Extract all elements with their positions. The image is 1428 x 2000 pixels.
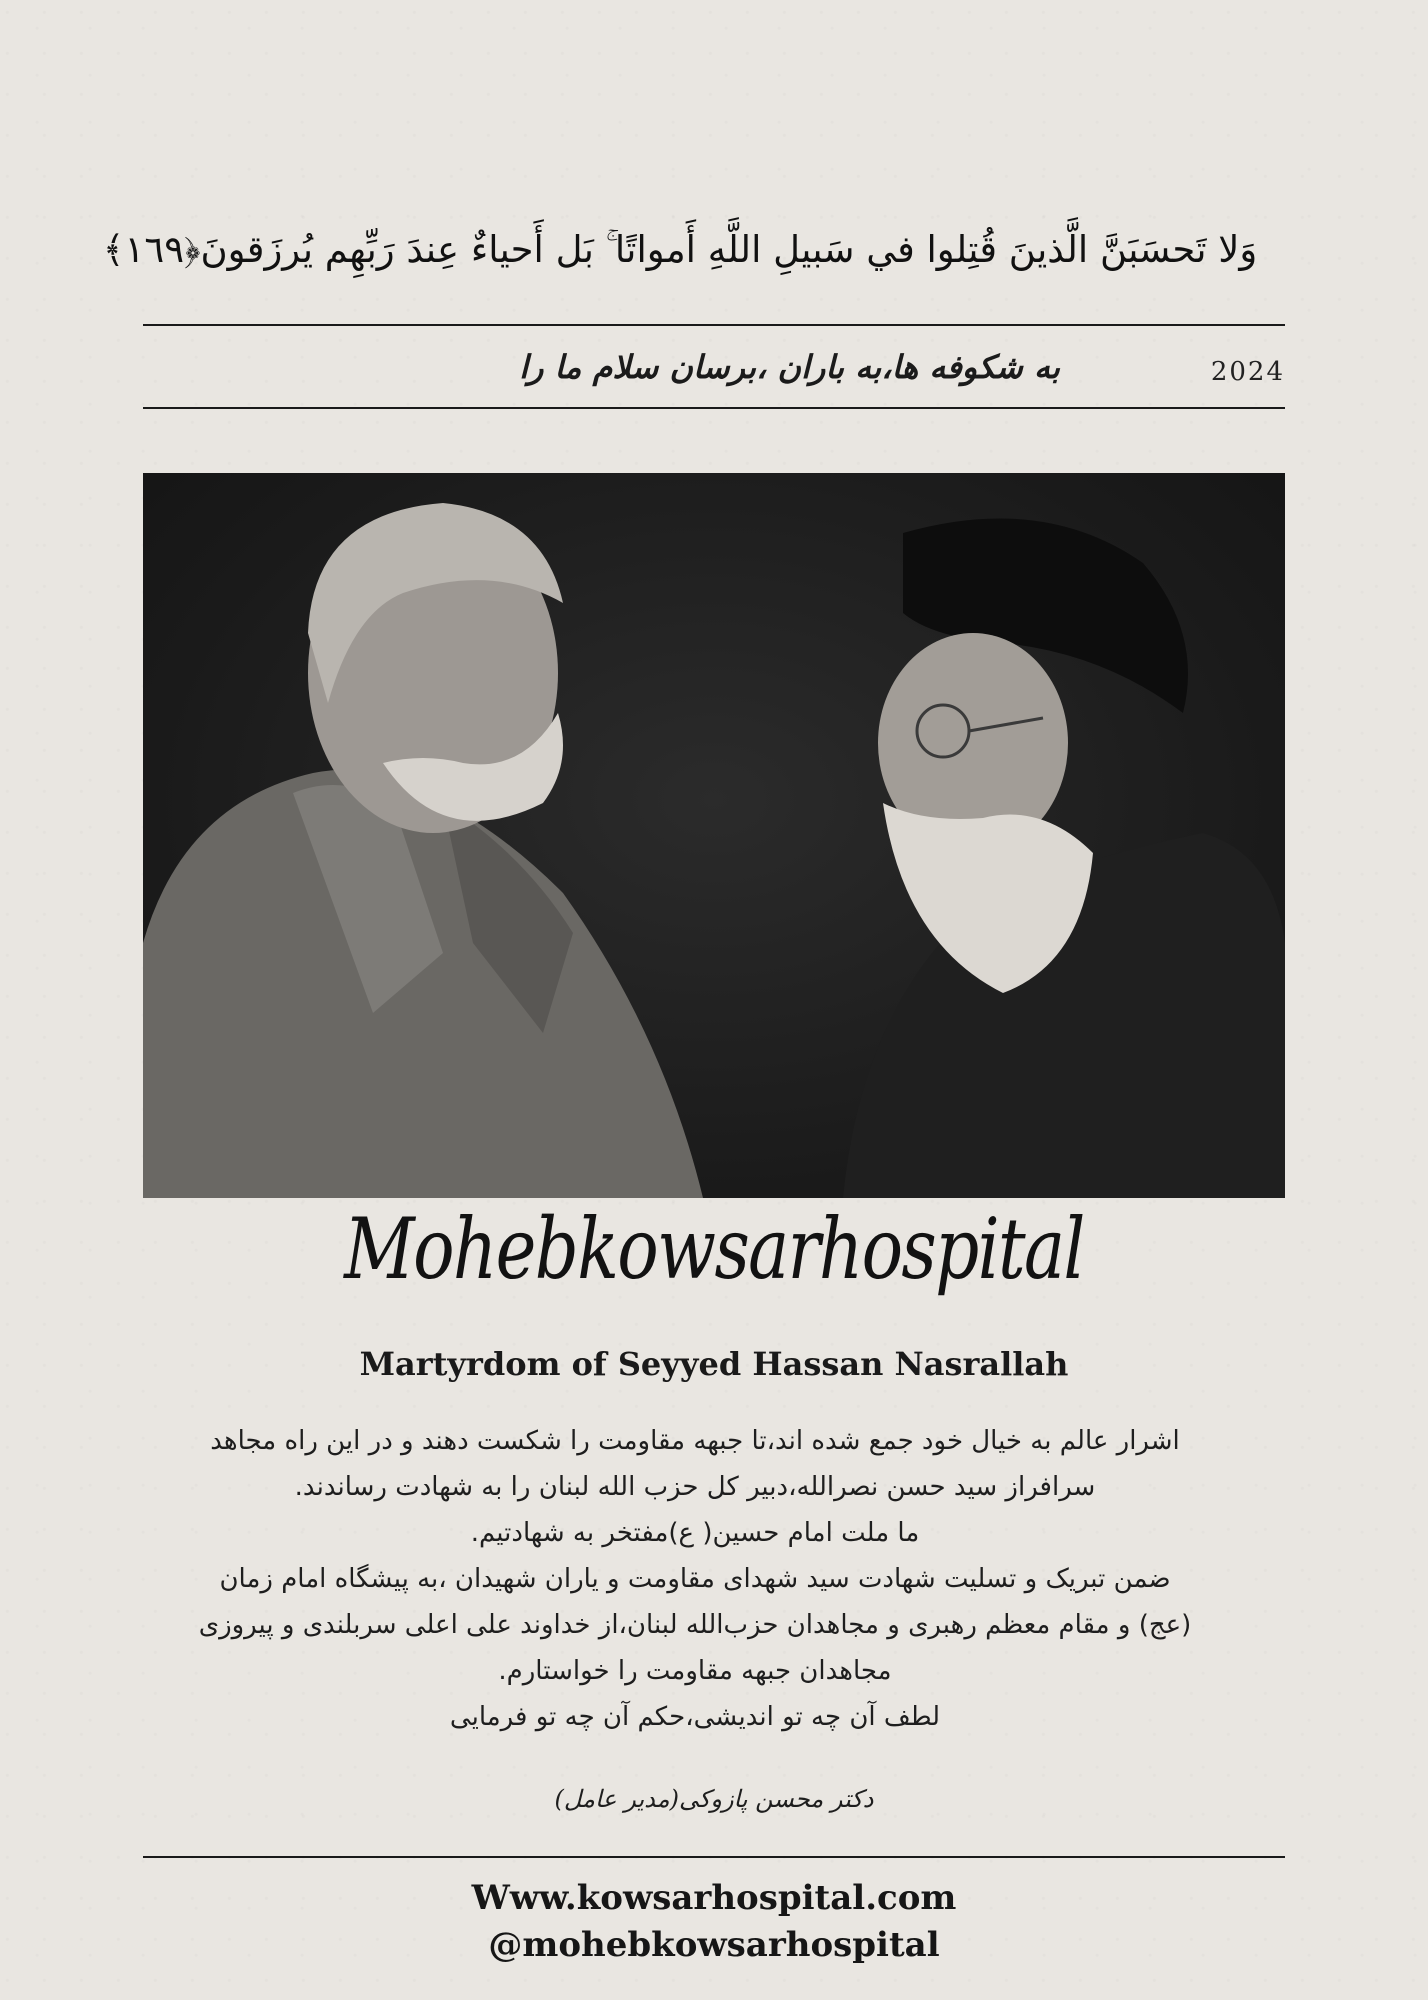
year-label: 2024	[1210, 357, 1285, 387]
top-divider	[143, 324, 1285, 326]
statement-line: ضمن تبریک و تسلیت شهادت سید شهدای مقاومت و یاران شهیدان ،به پیشگاه امام زمان	[219, 1564, 1171, 1594]
statement-line: لطف آن چه تو اندیشی،حکم آن چه تو فرمایی	[449, 1702, 941, 1732]
website-link[interactable]: Www.kowsarhospital.com	[471, 1878, 957, 1918]
header-divider	[143, 407, 1285, 409]
statement-line: ما ملت امام حسین( ع)مفتخر به شهادتیم.	[470, 1518, 920, 1548]
statement-line: سرافراز سید حسن نصرالله،دبیر کل حزب الله لبنان را به شهادت رساندند.	[294, 1472, 1096, 1502]
statement-line: (عج) و مقام معظم رهبری و مجاهدان حزب‌الله لبنان،از خداوند علی اعلی سربلندی و پیروزی	[198, 1610, 1192, 1640]
brand-script-title: Mohebkowsarhospital	[344, 1200, 1084, 1298]
signature: دکتر محسن پازوکی(مدیر عامل)	[554, 1785, 874, 1813]
statement-line: اشرار عالم به خیال خود جمع شده اند،تا جبهه مقاومت را شکست دهند و در این راه مجاهد	[210, 1426, 1180, 1456]
headline: Martyrdom of Seyyed Hassan Nasrallah	[359, 1345, 1069, 1383]
persian-subtitle: به شکوفه ها،به باران ،برسان سلام ما را	[519, 348, 1060, 386]
portrait-photo	[143, 473, 1285, 1198]
statement-line: مجاهدان جبهه مقاومت را خواستارم.	[498, 1656, 892, 1686]
portrait-illustration	[143, 473, 1285, 1198]
quran-verse: وَلا تَحسَبَنَّ الَّذينَ قُتِلوا في سَبيلِ اللَّهِ أَمواتًا ۚ بَل أَحياءٌ عِندَ رَبِّهِم يُرزَقونَ﴿١٦٩﴾	[102, 228, 1258, 271]
statement-body	[135, 1418, 1255, 1740]
social-handle[interactable]: @mohebkowsarhospital	[488, 1925, 940, 1965]
footer-divider	[143, 1856, 1285, 1858]
